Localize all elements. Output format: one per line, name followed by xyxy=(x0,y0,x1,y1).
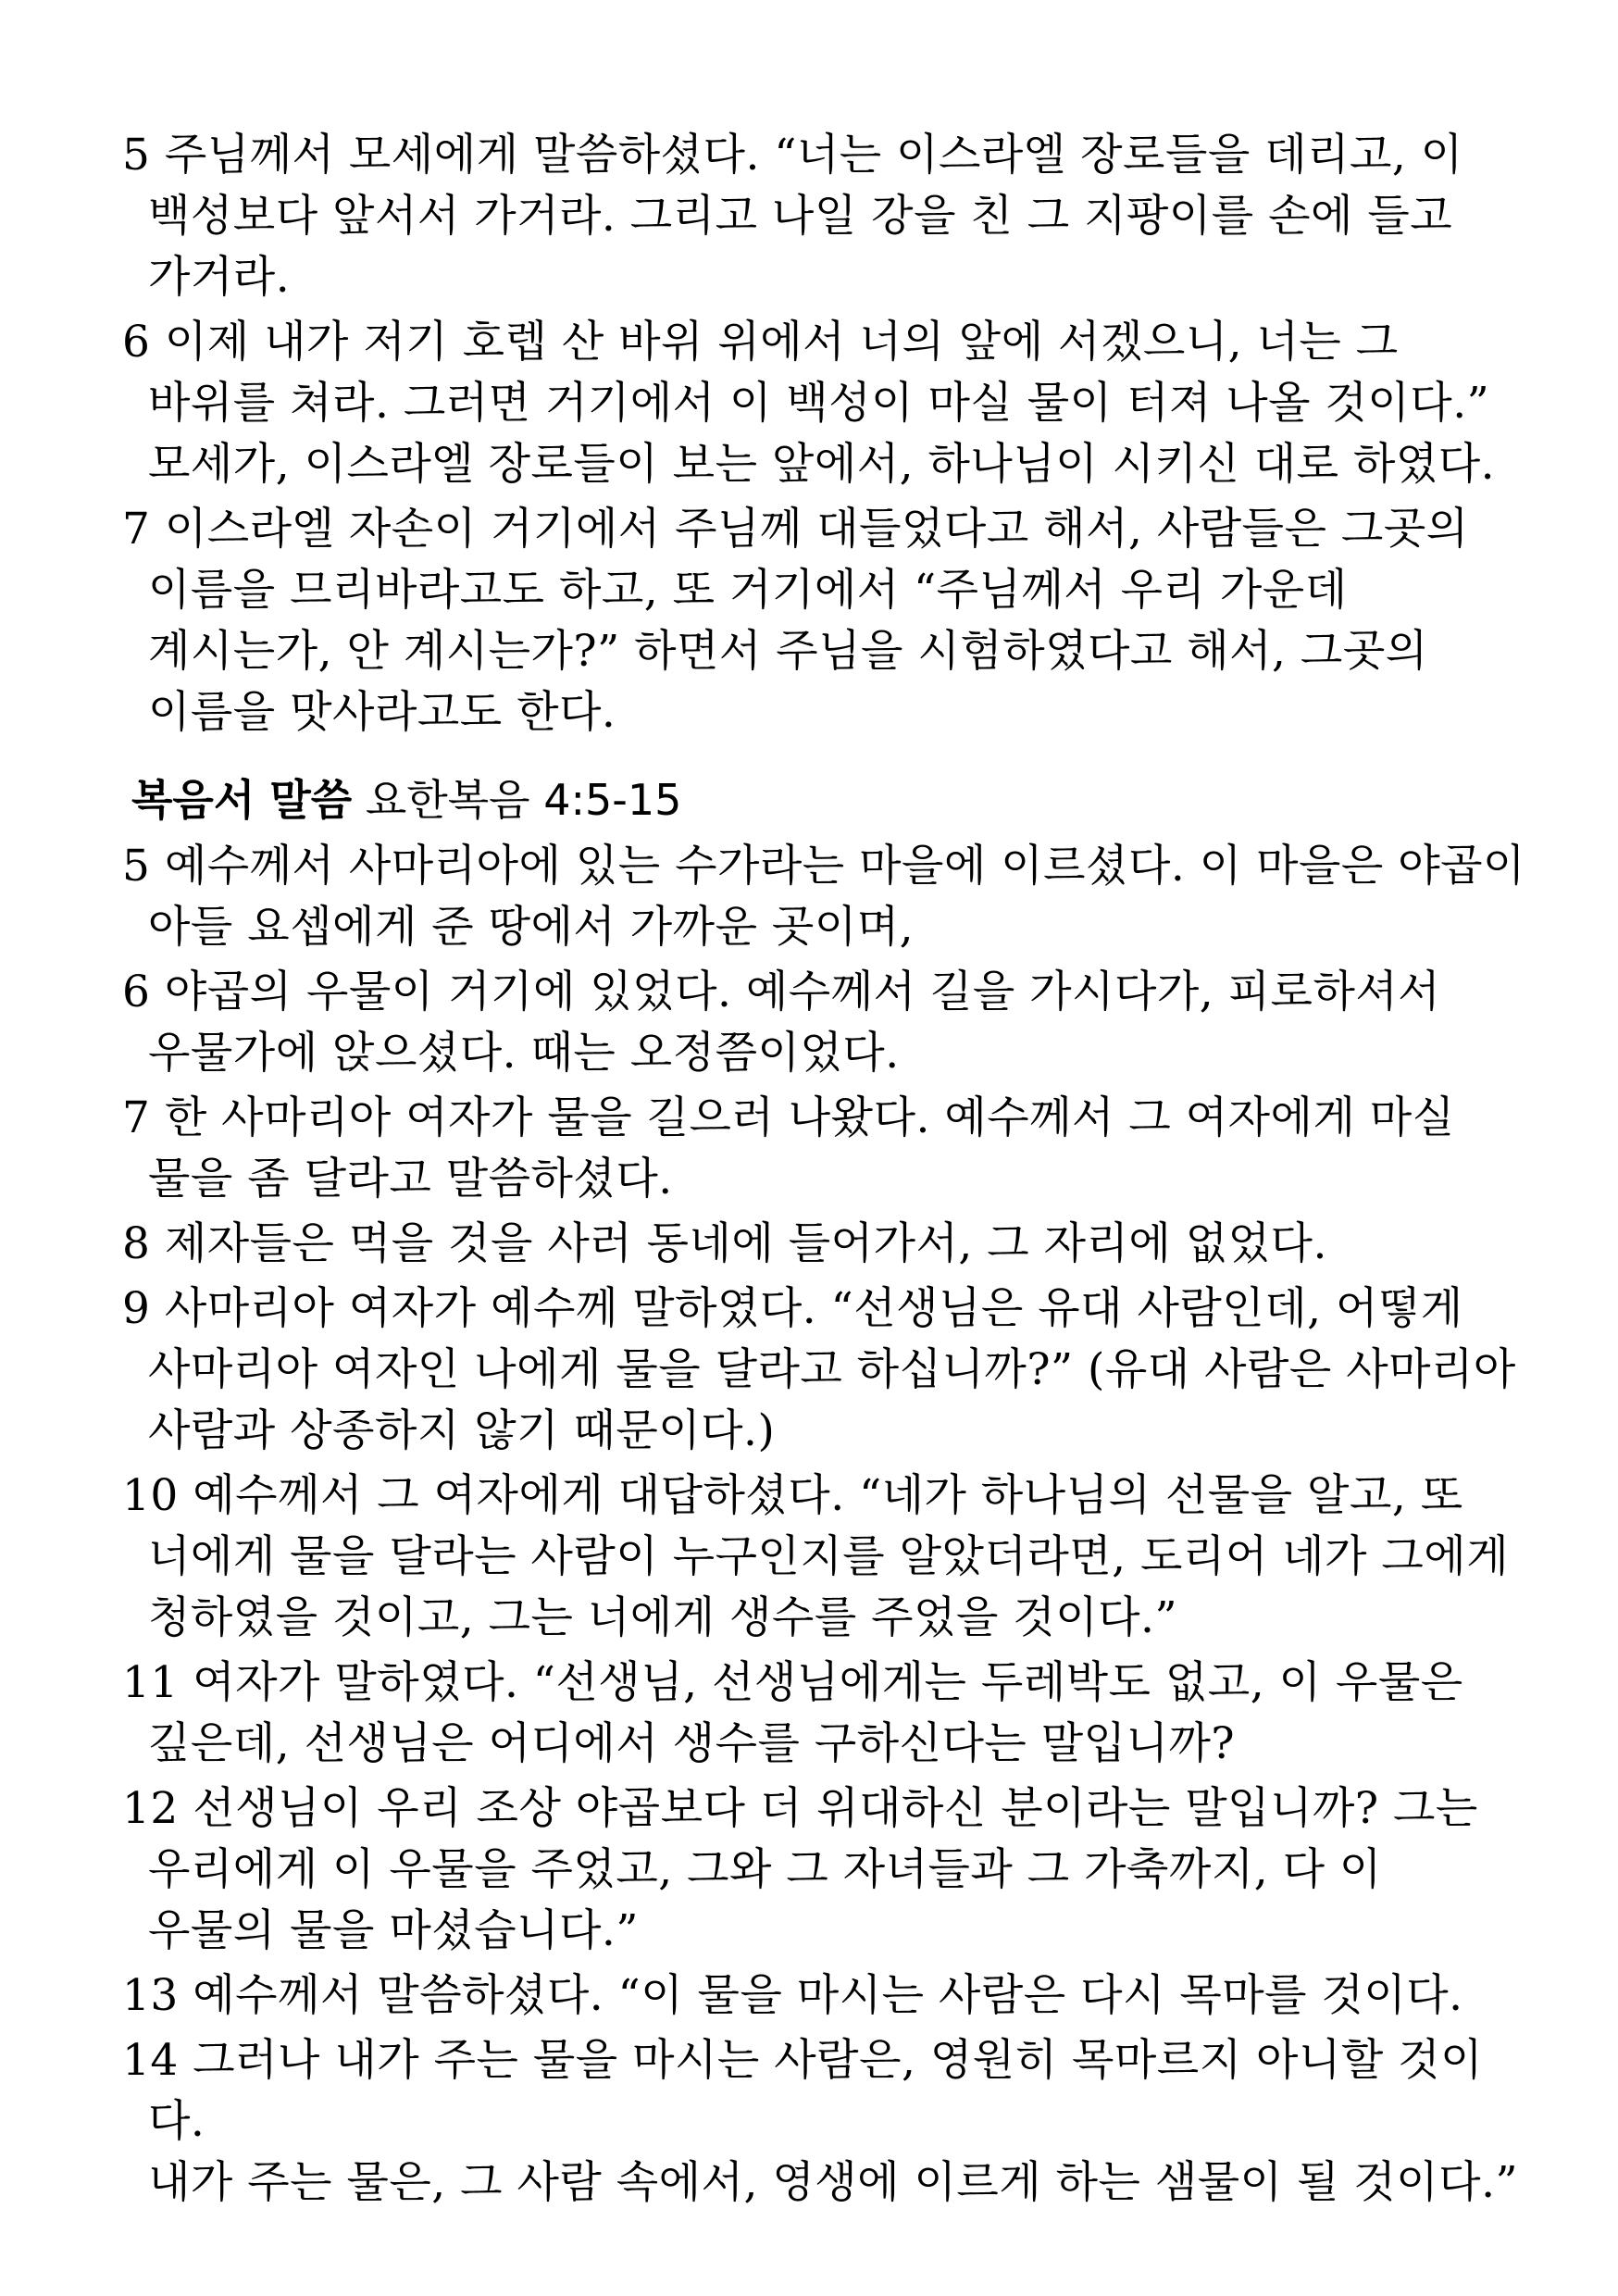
gospel-heading-reference: 요한복음 4:5-15 xyxy=(365,775,682,825)
gospel-verse-7: 7 한 사마리아 여자가 물을 길으러 나왔다. 예수께서 그 여자에게 마실 물을 좀 달라고 말씀하셨다. xyxy=(122,1092,1455,1204)
gospel-passage xyxy=(122,836,1529,2214)
gospel-verse-14: 14 그러나 내가 주는 물을 마시는 사람은, 영원히 목마르지 아니할 것이다. 내가 주는 물은, 그 사람 속에서, 영생에 이르게 하는 샘물이 될 것이다.” xyxy=(122,2035,1519,2208)
gospel-verse-13: 13 예수께서 말씀하셨다. “이 물을 마시는 사람은 다시 목마를 것이다. xyxy=(122,1970,1463,2021)
gospel-verse-12: 12 선생님이 우리 조상 야곱보다 더 위대하신 분이라는 말입니까? 그는 우리에게 이 우물을 주었고, 그와 그 자녀들과 그 가축까지, 다 이 우물의 물을 마셨습니다.” xyxy=(122,1783,1478,1956)
gospel-verse-8: 8 제자들은 먹을 것을 사러 동네에 들어가서, 그 자리에 없었다. xyxy=(122,1218,1327,1269)
gospel-verse-11: 11 여자가 말하였다. “선생님, 선생님에게는 두레박도 없고, 이 우물은 깊은데, 선생님은 어디에서 생수를 구하신다는 말입니까? xyxy=(122,1657,1463,1769)
verse-5: 5 주님께서 모세에게 말씀하셨다. “너는 이스라엘 장로들을 데리고, 이 백성보다 앞서서 가거라. 그리고 나일 강을 친 그 지팡이를 손에 들고 가거라. xyxy=(122,130,1463,303)
gospel-heading xyxy=(131,769,1529,830)
gospel-heading-label: 복음서 말씀 xyxy=(131,775,353,825)
verse-6: 6 이제 내가 저기 호렙 산 바위 위에서 너의 앞에 서겠으니, 너는 그 바위를 쳐라. 그러면 거기에서 이 백성이 마실 물이 터져 나올 것이다.” 모세가, 이스라엘 장로들이 보는 앞에서, 하나님이 시키신 대로 하였다. xyxy=(122,317,1496,490)
gospel-verse-9: 9 사마리아 여자가 예수께 말하였다. “선생님은 유대 사람인데, 어떻게 사마리아 여자인 나에게 물을 달라고 하십니까?” (유대 사람은 사마리아 사람과 상종하지 않기 때문이다.) xyxy=(122,1283,1516,1456)
gospel-verse-10: 10 예수께서 그 여자에게 대답하셨다. “네가 하나님의 선물을 알고, 또 너에게 물을 달라는 사람이 누구인지를 알았더라면, 도리어 네가 그에게 청하였을 것이고, 그는 너에게 생수를 주었을 것이다.” xyxy=(122,1470,1510,1643)
verse-7: 7 이스라엘 자손이 거기에서 주님께 대들었다고 해서, 사람들은 그곳의 이름을 므리바라고도 하고, 또 거기에서 “주님께서 우리 가운데 계시는가, 안 계시는가?” 하면서 주님을 시험하였다고 해서, 그곳의 이름을 맛사라고도 한다. xyxy=(122,504,1469,738)
document-page xyxy=(122,125,1529,2217)
gospel-verse-5: 5 예수께서 사마리아에 있는 수가라는 마을에 이르셨다. 이 마을은 야곱이 아들 요셉에게 준 땅에서 가까운 곳이며, xyxy=(122,841,1525,953)
exodus-passage xyxy=(122,125,1529,743)
gospel-verse-6: 6 야곱의 우물이 거기에 있었다. 예수께서 길을 가시다가, 피로하셔서 우물가에 앉으셨다. 때는 오정쯤이었다. xyxy=(122,967,1441,1079)
